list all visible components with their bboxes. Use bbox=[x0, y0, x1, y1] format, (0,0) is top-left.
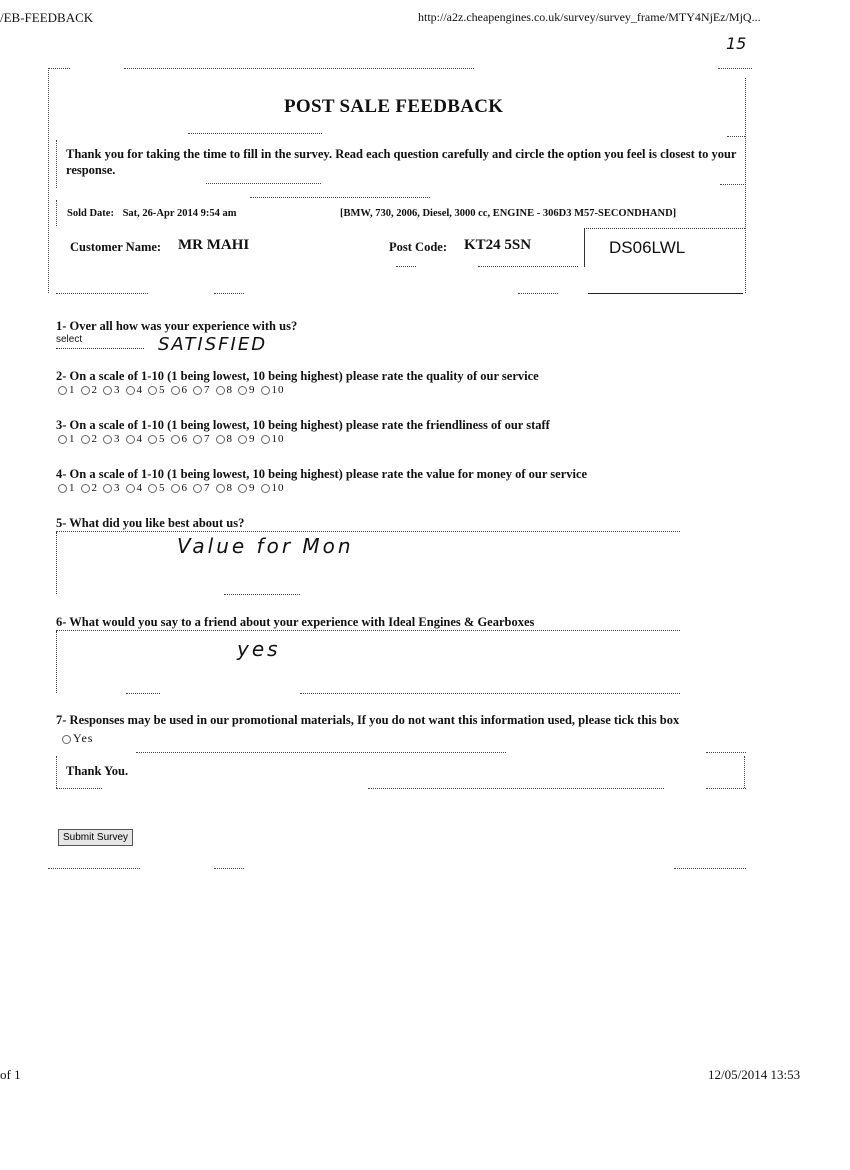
radio-circle[interactable] bbox=[171, 484, 180, 493]
promo-optout-option[interactable] bbox=[62, 731, 98, 746]
rating-option-label: 3 bbox=[114, 384, 121, 396]
rating-option[interactable] bbox=[193, 482, 211, 494]
rating-option-label: 9 bbox=[249, 384, 256, 396]
sold-date-value: Sat, 26-Apr 2014 9:54 am bbox=[122, 208, 237, 219]
rating-option[interactable] bbox=[171, 482, 189, 494]
rating-option[interactable] bbox=[103, 433, 121, 445]
radio-circle[interactable] bbox=[58, 435, 67, 444]
radio-circle[interactable] bbox=[171, 435, 180, 444]
radio-circle[interactable] bbox=[126, 484, 135, 493]
experience-select[interactable] bbox=[56, 334, 144, 349]
radio-circle[interactable] bbox=[103, 484, 112, 493]
rating-option-label: 1 bbox=[69, 384, 76, 396]
rating-option[interactable] bbox=[261, 482, 285, 494]
radio-circle[interactable] bbox=[81, 484, 90, 493]
registration-box bbox=[584, 228, 745, 267]
rating-option[interactable] bbox=[261, 433, 285, 445]
rating-option[interactable] bbox=[238, 433, 256, 445]
rating-option-label: 1 bbox=[69, 482, 76, 494]
radio-circle[interactable] bbox=[81, 386, 90, 395]
radio-circle[interactable] bbox=[126, 386, 135, 395]
rating-option[interactable] bbox=[126, 482, 144, 494]
rating-option-label: 8 bbox=[226, 433, 233, 445]
friendliness-rating-group bbox=[58, 433, 290, 445]
rating-option[interactable] bbox=[148, 384, 166, 396]
radio-circle[interactable] bbox=[216, 386, 225, 395]
rating-option-label: 3 bbox=[114, 482, 121, 494]
promo-optout-label: Yes bbox=[73, 731, 94, 745]
thank-you-text: Thank You. bbox=[66, 764, 129, 778]
registration-value: DS06LWL bbox=[609, 238, 686, 257]
promo-optout-radio[interactable] bbox=[62, 735, 71, 744]
question-5-label: 5- What did you like best about us? bbox=[56, 516, 245, 530]
rating-option-label: 2 bbox=[91, 384, 98, 396]
rating-option-label: 4 bbox=[136, 482, 143, 494]
rating-option-label: 8 bbox=[226, 384, 233, 396]
radio-circle[interactable] bbox=[58, 386, 67, 395]
rating-option-label: 4 bbox=[136, 433, 143, 445]
radio-circle[interactable] bbox=[238, 386, 247, 395]
handwritten-answer-6: yes bbox=[237, 637, 281, 661]
rating-option-label: 2 bbox=[91, 482, 98, 494]
rating-option[interactable] bbox=[148, 482, 166, 494]
rating-option[interactable] bbox=[238, 384, 256, 396]
handwritten-answer-5: Value for Mon bbox=[177, 534, 354, 558]
rating-option[interactable] bbox=[103, 482, 121, 494]
handwritten-mark: 15 bbox=[726, 34, 747, 53]
customer-name-value: MR MAHI bbox=[178, 237, 250, 253]
question-4-label: 4- On a scale of 1-10 (1 being lowest, 10 being highest) please rate the value for money of our service bbox=[56, 467, 588, 481]
rating-option-label: 10 bbox=[271, 433, 285, 445]
rating-option[interactable] bbox=[216, 482, 234, 494]
handwritten-answer-1: SATISFIED bbox=[158, 334, 268, 355]
rating-option-label: 6 bbox=[181, 433, 188, 445]
print-timestamp: 12/05/2014 13:53 bbox=[708, 1067, 801, 1082]
rating-option[interactable] bbox=[81, 433, 99, 445]
answer-5-textarea[interactable] bbox=[56, 532, 681, 594]
rating-option-label: 5 bbox=[159, 482, 166, 494]
rating-option-label: 6 bbox=[181, 482, 188, 494]
rating-option-label: 9 bbox=[249, 482, 256, 494]
page-url: http://a2z.cheapengines.co.uk/survey/survey_frame/MTY4NjEz/MjQ... bbox=[418, 10, 761, 24]
customer-name-label: Customer Name: bbox=[70, 240, 162, 254]
rating-option[interactable] bbox=[216, 433, 234, 445]
rating-option[interactable] bbox=[81, 482, 99, 494]
radio-circle[interactable] bbox=[103, 386, 112, 395]
quality-rating-group bbox=[58, 384, 290, 396]
intro-text: Thank you for taking the time to fill in the survey. Read each question carefully and circle the option you feel is closest to your response. bbox=[66, 147, 737, 177]
rating-option-label: 7 bbox=[204, 482, 211, 494]
sold-date-label: Sold Date: bbox=[67, 208, 114, 219]
rating-option-label: 7 bbox=[204, 384, 211, 396]
radio-circle[interactable] bbox=[216, 484, 225, 493]
post-code-label: Post Code: bbox=[389, 240, 447, 254]
radio-circle[interactable] bbox=[216, 435, 225, 444]
radio-circle[interactable] bbox=[148, 435, 157, 444]
radio-circle[interactable] bbox=[148, 386, 157, 395]
rating-option-label: 9 bbox=[249, 433, 256, 445]
radio-circle[interactable] bbox=[171, 386, 180, 395]
page-count: of 1 bbox=[0, 1067, 21, 1082]
rating-option[interactable] bbox=[126, 433, 144, 445]
rating-option-label: 5 bbox=[159, 433, 166, 445]
rating-option[interactable] bbox=[58, 433, 76, 445]
radio-circle[interactable] bbox=[103, 435, 112, 444]
radio-circle[interactable] bbox=[238, 435, 247, 444]
form-title: POST SALE FEEDBACK bbox=[284, 96, 504, 117]
radio-circle[interactable] bbox=[261, 435, 270, 444]
rating-option[interactable] bbox=[171, 433, 189, 445]
radio-circle[interactable] bbox=[261, 484, 270, 493]
value-rating-group bbox=[58, 482, 290, 494]
rating-option[interactable] bbox=[81, 384, 99, 396]
radio-circle[interactable] bbox=[148, 484, 157, 493]
rating-option[interactable] bbox=[261, 384, 285, 396]
question-2-label: 2- On a scale of 1-10 (1 being lowest, 10 being highest) please rate the quality of our service bbox=[56, 369, 539, 383]
rating-option-label: 6 bbox=[181, 384, 188, 396]
rating-option[interactable] bbox=[103, 384, 121, 396]
radio-circle[interactable] bbox=[238, 484, 247, 493]
radio-circle[interactable] bbox=[81, 435, 90, 444]
rating-option-label: 10 bbox=[271, 384, 285, 396]
rating-option-label: 4 bbox=[136, 384, 143, 396]
page-header-title: /EB-FEEDBACK bbox=[0, 10, 94, 25]
question-7-label: 7- Responses may be used in our promotional materials, If you do not want this information used, please tick this box bbox=[56, 713, 680, 727]
rating-option-label: 7 bbox=[204, 433, 211, 445]
post-code-value: KT24 5SN bbox=[464, 237, 532, 253]
experience-select-value: select bbox=[56, 334, 83, 345]
rating-option[interactable] bbox=[126, 384, 144, 396]
rating-option-label: 8 bbox=[226, 482, 233, 494]
question-6-label: 6- What would you say to a friend about your experience with Ideal Engines & Gearboxes bbox=[56, 615, 535, 629]
radio-circle[interactable] bbox=[193, 386, 202, 395]
radio-circle[interactable] bbox=[193, 484, 202, 493]
radio-circle[interactable] bbox=[193, 435, 202, 444]
rating-option-label: 2 bbox=[91, 433, 98, 445]
rating-option[interactable] bbox=[171, 384, 189, 396]
question-1-label: 1- Over all how was your experience with us? bbox=[56, 319, 298, 333]
rating-option[interactable] bbox=[193, 384, 211, 396]
rating-option[interactable] bbox=[238, 482, 256, 494]
answer-6-textarea[interactable] bbox=[56, 631, 681, 693]
vehicle-details: [BMW, 730, 2006, Diesel, 3000 cc, ENGINE - 306D3 M57-SECONDHAND] bbox=[340, 208, 677, 219]
question-3-label: 3- On a scale of 1-10 (1 being lowest, 10 being highest) please rate the friendliness of our staff bbox=[56, 418, 550, 432]
rating-option-label: 5 bbox=[159, 384, 166, 396]
rating-option-label: 3 bbox=[114, 433, 121, 445]
submit-survey-button[interactable]: Submit Survey bbox=[58, 829, 133, 846]
rating-option[interactable] bbox=[193, 433, 211, 445]
radio-circle[interactable] bbox=[58, 484, 67, 493]
rating-option-label: 1 bbox=[69, 433, 76, 445]
rating-option[interactable] bbox=[58, 482, 76, 494]
radio-circle[interactable] bbox=[126, 435, 135, 444]
rating-option[interactable] bbox=[148, 433, 166, 445]
radio-circle[interactable] bbox=[261, 386, 270, 395]
rating-option[interactable] bbox=[216, 384, 234, 396]
rating-option-label: 10 bbox=[271, 482, 285, 494]
rating-option[interactable] bbox=[58, 384, 76, 396]
